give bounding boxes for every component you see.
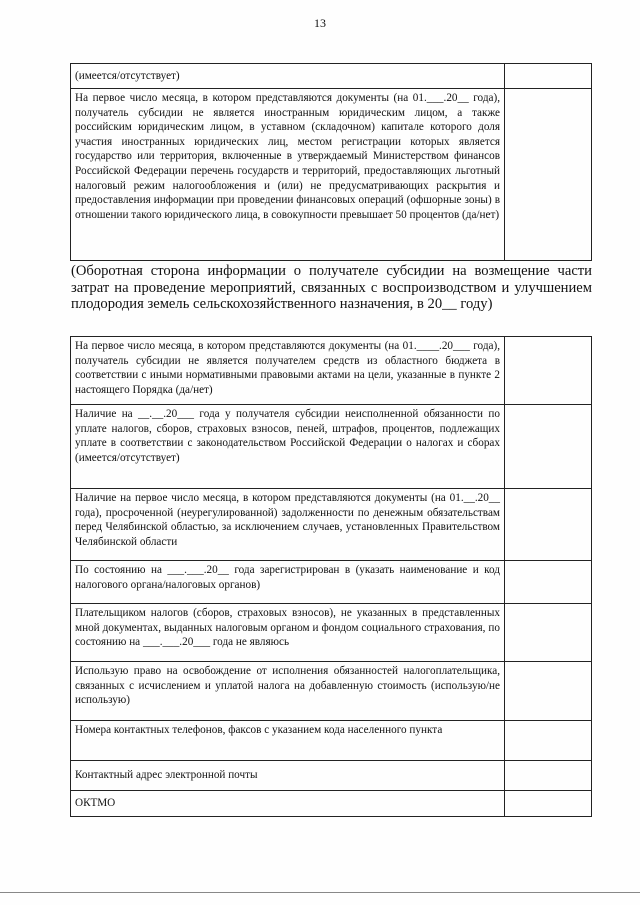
table-row xyxy=(71,721,592,761)
row-label: По состоянию на ___.___.20__ года зарегистрирован в (указать наименование и код налогового органа/налоговых органов) xyxy=(71,561,505,604)
answer-cell[interactable] xyxy=(505,337,592,405)
table-row xyxy=(71,662,592,721)
row-label: Номера контактных телефонов, факсов с указанием кода населенного пункта xyxy=(71,721,505,761)
subsidy-info-table-bottom xyxy=(70,336,592,817)
row-label: Наличие на первое число месяца, в котором представляются документы (на 01.__.20__ года), просроченной (неурегулированной) задолженности по денежным обязательствам перед Челябинской областью, за исключением случаев, установленных Правительством Челябинской области xyxy=(71,489,505,561)
table-row xyxy=(71,89,592,261)
table-row xyxy=(71,64,592,89)
row-label: На первое число месяца, в котором представляются документы (на 01.___.20__ года), получатель субсидии не является иностранным юридическим лицом, а также российским юридическим лицом, в уставном (складочном) капитале которого доля участия иностранных юридических лиц, местом регистрации которых является государство или территория, включенные в утверждаемый Министерством финансов Российской Федерации перечень государств и территорий, предоставляющих льготный налоговый режим налогообложения и (или) не предусматривающих раскрытия и предоставления информации при проведении финансовых операций (офшорные зоны) в отношении такого юридического лица, в совокупности превышает 50 процентов (да/нет) xyxy=(71,89,505,261)
row-label: ОКТМО xyxy=(71,791,505,817)
row-label: Контактный адрес электронной почты xyxy=(71,761,505,791)
table-row xyxy=(71,561,592,604)
answer-cell[interactable] xyxy=(505,89,592,261)
answer-cell[interactable] xyxy=(505,561,592,604)
row-label: (имеется/отсутствует) xyxy=(71,64,505,89)
answer-cell[interactable] xyxy=(505,791,592,817)
row-label: На первое число месяца, в котором представляются документы (на 01.____.20___ года), получатель субсидии не является получателем средств из областного бюджета в соответствии с иными нормативными правовыми актами на цели, указанные в пункте 2 настоящего Порядка (да/нет) xyxy=(71,337,505,405)
answer-cell[interactable] xyxy=(505,721,592,761)
table-row xyxy=(71,604,592,662)
answer-cell[interactable] xyxy=(505,761,592,791)
table-row xyxy=(71,405,592,489)
answer-cell[interactable] xyxy=(505,64,592,89)
table-row xyxy=(71,489,592,561)
page-number: 13 xyxy=(314,16,326,30)
answer-cell[interactable] xyxy=(505,489,592,561)
table-row xyxy=(71,337,592,405)
table-row xyxy=(71,761,592,791)
table-row xyxy=(71,791,592,817)
subsidy-info-table-top xyxy=(70,63,592,261)
row-label: Использую право на освобождение от исполнения обязанностей налогоплательщика, связанных с исчислением и уплатой налога на добавленную стоимость (использую/не использую) xyxy=(71,662,505,721)
answer-cell[interactable] xyxy=(505,604,592,662)
answer-cell[interactable] xyxy=(505,662,592,721)
row-label: Наличие на __.__.20___ года у получателя субсидии неисполненной обязанности по уплате налогов, сборов, страховых взносов, пеней, штрафов, процентов, подлежащих уплате в соответствии с законодательством Российской Федерации о налогах и сборах (имеется/отсутствует) xyxy=(71,405,505,489)
row-label: Плательщиком налогов (сборов, страховых взносов), не указанных в представленных мной документах, выданных налоговым органом и фондом социального страхования, по состоянию на ___.___.20___ года не являюсь xyxy=(71,604,505,662)
answer-cell[interactable] xyxy=(505,405,592,489)
page-bottom-rule xyxy=(0,892,640,893)
section-heading: (Оборотная сторона информации о получателе субсидии на возмещение части затрат на проведение мероприятий, связанных с воспроизводством и улучшением плодородия земель сельскохозяйственного назначения, в 20__ году) xyxy=(71,263,592,312)
